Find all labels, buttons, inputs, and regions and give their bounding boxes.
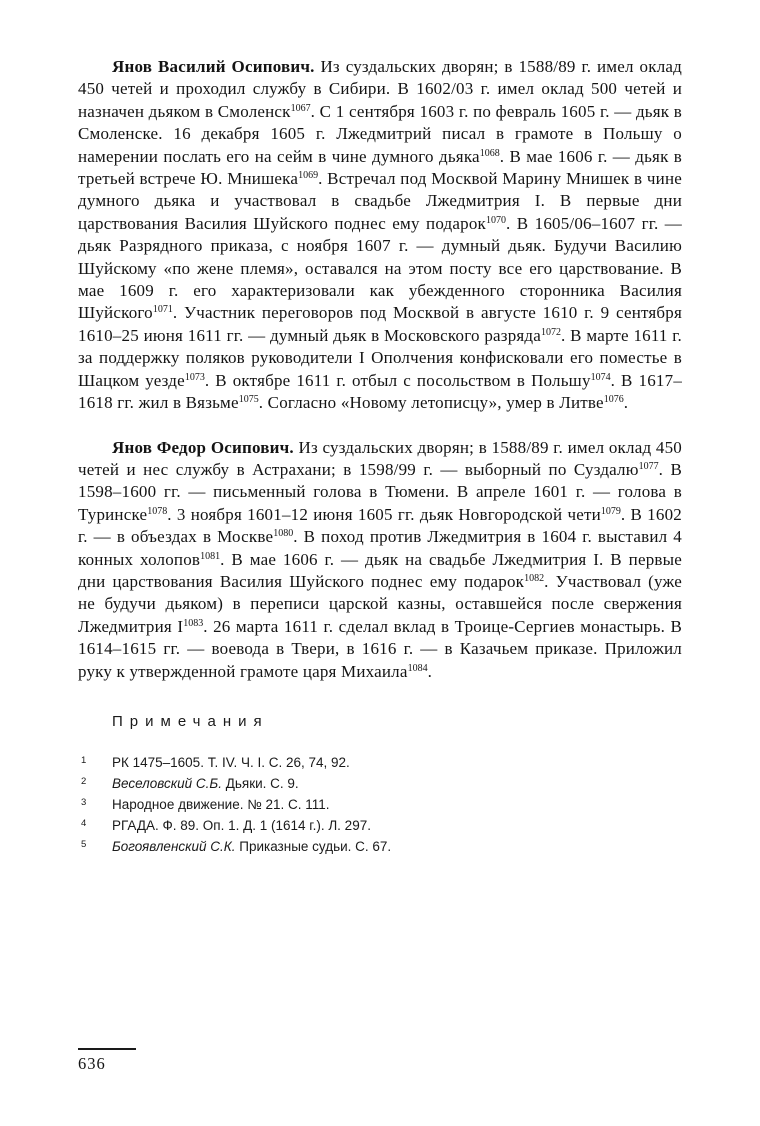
footnote-item (78, 815, 682, 836)
footnote-text (112, 839, 391, 854)
footnote-author: Богоявленский С.К. (112, 838, 236, 854)
footnote-text (112, 797, 329, 812)
footnote-item (78, 752, 682, 773)
footnote-number: 2 (81, 775, 87, 787)
footnote-text (112, 776, 299, 791)
footnote-body: Приказные судьи. С. 67. (235, 838, 392, 854)
footnote-text (112, 755, 350, 770)
footnote-item (78, 794, 682, 815)
page-content (78, 56, 682, 857)
footnote-body: РГАДА. Ф. 89. Оп. 1. Д. 1 (1614 г.). Л. 297. (112, 817, 371, 833)
footnote-item (78, 836, 682, 857)
page-number: 636 (78, 1053, 106, 1073)
footnote-text (112, 818, 371, 833)
footnote-number: 3 (81, 796, 87, 808)
entry-paragraph-yanov-vasiliy: Янов Василий Осипович. Из суздальских дворян; в 1588/89 г. имел оклад 450 четей и проходил службу в Сибири. В 1602/03 г. имел оклад 500 четей и назначен дьяком в Смоленск$^{1067}$. С 1 сентября 1603 г. по февраль 1605 г. — дьяк в Смоленске. 16 декабря 1605 г. Лжедмитрий писал в грамоте в Польшу о намерении послать его на сейм в чине думного дьяка$^{1068}$. В мае 1606 г. — дьяк в третьей встрече Ю. Мнишека$^{1069}$. Встречал под Москвой Марину Мнишек в чине думного дьяка и участвовал в свадьбе Лжедмитрия I. В первые дни царствования Василия Шуйского поднес ему подарок$^{1070}$. В 1605/06–1607 гг. — дьяк Разрядного приказа, с ноября 1607 г. — думный дьяк. Будучи Василию Шуйскому «по жене племя», оставался на этом посту все его царствование. В мае 1609 г. его характеризовали как убежденного сторонника Василия Шуйского$^{1071}$. Участник переговоров под Москвой в августе 1610 г. 9 сентября 1610–25 июня 1611 гг. — думный дьяк в Московского разряда$^{1072}$. В марте 1611 г. за поддержку поляков руководители I Ополчения конфисковали его поместье в Шацком уезде$^{1073}$. В октябре 1611 г. отбыл с посольством в Польшу$^{1074}$. В 1617–1618 гг. жил в Вязьме$^{1075}$. Согласно «Новому летописцу», умер в Литве$^{1076}$. (78, 57, 683, 413)
footnote-item (78, 773, 682, 794)
notes-list (78, 752, 682, 857)
footnote-body: Народное движение. № 21. С. 111. (112, 796, 330, 812)
footer-rule (78, 1048, 136, 1050)
footnote-author: Веселовский С.Б. (112, 775, 222, 791)
notes-heading: Примечания (112, 712, 269, 730)
footnote-number: 4 (81, 817, 87, 829)
entry-paragraph-yanov-fedor: Янов Федор Осипович. Из суздальских дворян; в 1588/89 г. имел оклад 450 четей и нес службу в Астрахани; в 1598/99 г. — выборный по Суздалю$^{1077}$. В 1598–1600 гг. — письменный голова в Тюмени. В апреле 1601 г. — голова в Туринске$^{1078}$. 3 ноября 1601–12 июня 1605 гг. дьяк Новгородской чети$^{1079}$. В 1602 г. — в объездах в Москве$^{1080}$. В поход против Лжедмитрия в 1604 г. выставил 4 конных холопов$^{1081}$. В мае 1606 г. — дьяк на свадьбе Лжедмитрия I. В первые дни царствования Василия Шуйского поднес ему подарок$^{1082}$. Участвовал (уже не будучи дьяком) в переписи царской казны, оставшейся после свержения Лжедмитрия $I^{1083}$. 26 марта 1611 г. сделал вклад в Троице-Сергиев монастырь. В 1614–1615 гг. — воевода в Твери, в 1616 г. — в Казачьем приказе. Приложил руку к утвержденной грамоте царя Михаила$^{1084}$. (78, 437, 683, 681)
footnote-number: 5 (81, 838, 87, 850)
footnote-number: 1 (81, 754, 87, 766)
page-footer (78, 1048, 136, 1074)
footnote-body: РК 1475–1605. Т. IV. Ч. I. С. 26, 74, 92. (112, 754, 350, 770)
footnote-body: Дьяки. С. 9. (221, 775, 299, 791)
